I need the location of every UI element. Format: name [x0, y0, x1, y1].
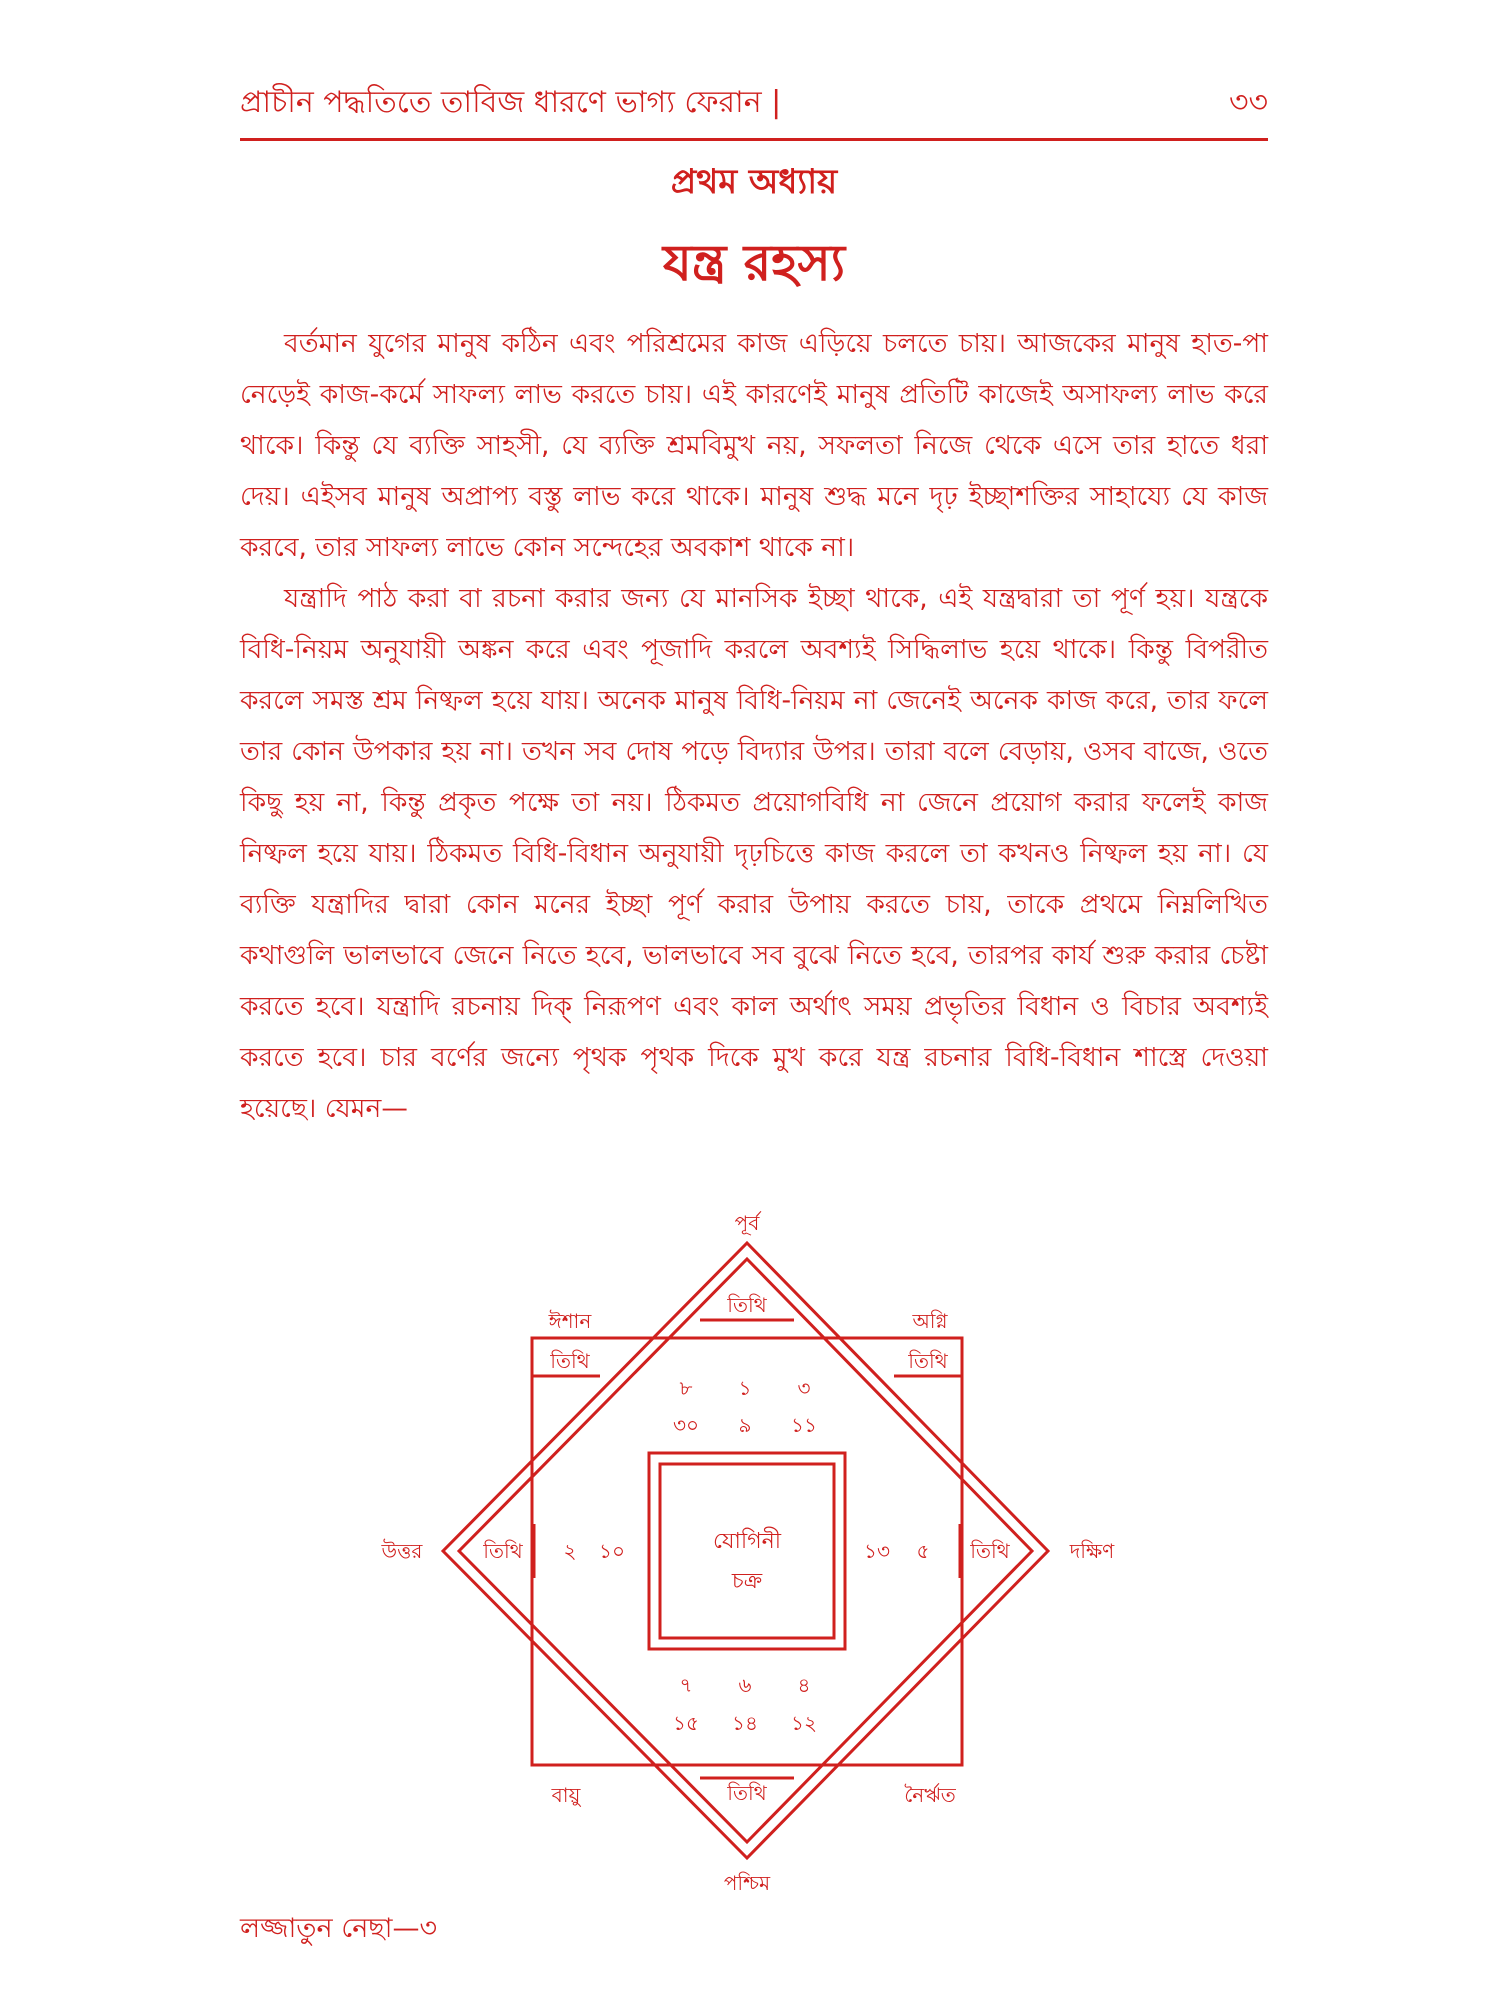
- num-bottom-1: ৭: [679, 1673, 693, 1697]
- paragraph-2: যন্ত্রাদি পাঠ করা বা রচনা করার জন্য যে মানসিক ইচ্ছা থাকে, এই যন্ত্রদ্বারা তা পূর্ণ হয়। যন্ত্রকে বিধি-নিয়ম অনুযায়ী অঙ্কন করে এবং পূজাদি করলে অবশ্যই সিদ্ধিলাভ হয়ে থাকে। কিন্তু বিপরীত করলে সমস্ত শ্রম নিষ্ফল হয়ে যায়। অনেক মানুষ বিধি-নিয়ম না জেনেই অনেক কাজ করে, তার ফলে তার কোন উপকার হয় না। তখন সব দোষ পড়ে বিদ্যার উপর। তারা বলে বেড়ায়, ওসব বাজে, ওতে কিছু হয় না, কিন্তু প্রকৃত পক্ষে তা নয়। ঠিকমত প্রয়োগবিধি না জেনে প্রয়োগ করার ফলেই কাজ নিষ্ফল হয়ে যায়। ঠিকমত বিধি-বিধান অনুযায়ী দৃঢ়চিত্তে কাজ করলে তা কখনও নিষ্ফল হয় না। যে ব্যক্তি যন্ত্রাদির দ্বারা কোন মনের ইচ্ছা পূর্ণ করার উপায় করতে চায়, তাকে প্রথমে নিম্নলিখিত কথাগুলি ভালভাবে জেনে নিতে হবে, ভালভাবে সব বুঝে নিতে হবে, তারপর কার্য শুরু করার চেষ্টা করতে হবে। যন্ত্রাদি রচনায় দিক্ নিরূপণ এবং কাল অর্থাৎ সময় প্রভৃতির বিধান ও বিচার অবশ্যই করতে হবে। চার বর্ণের জন্যে পৃথক পৃথক দিকে মুখ করে যন্ত্র রচনার বিধি-বিধান শাস্ত্রে দেওয়া হয়েছে। যেমন—: [240, 583, 1268, 1124]
- paragraph-1: বর্তমান যুগের মানুষ কঠিন এবং পরিশ্রমের কাজ এড়িয়ে চলতে চায়। আজকের মানুষ হাত-পা নেড়েই কাজ-কর্মে সাফল্য লাভ করতে চায়। এই কারণেই মানুষ প্রতিটি কাজেই অসাফল্য লাভ করে থাকে। কিন্তু যে ব্যক্তি সাহসী, যে ব্যক্তি শ্রমবিমুখ নয়, সফলতা নিজে থেকে এসে তার হাতে ধরা দেয়। এইসব মানুষ অপ্রাপ্য বস্তু লাভ করে থাকে। মানুষ শুদ্ধ মনে দৃঢ় ইচ্ছাশক্তির সাহায্যে যে কাজ করবে, তার সাফল্য লাভে কোন সন্দেহের অবকাশ থাকে না।: [240, 328, 1268, 563]
- page-number: ৩৩: [1228, 85, 1268, 120]
- num-top-1: ৮: [679, 1376, 693, 1400]
- direction-east: পূর্ব: [734, 1211, 760, 1235]
- section-title: যন্ত্র রহস্য: [662, 234, 846, 292]
- num-left-2: ১০: [599, 1539, 625, 1563]
- direction-north: উত্তর: [381, 1539, 423, 1563]
- tithi-left: তিথি: [483, 1539, 523, 1563]
- num-bottom-4: ১৫: [673, 1711, 699, 1735]
- direction-northwest: বায়ু: [551, 1783, 581, 1807]
- num-bottom-2: ৬: [738, 1673, 752, 1697]
- tithi-northeast: তিথি: [908, 1349, 948, 1373]
- num-right-1: ১৩: [864, 1539, 890, 1563]
- header-divider: [240, 138, 1268, 141]
- chapter-heading: প্রথম অধ্যায়: [670, 162, 838, 202]
- num-left-1: ২: [563, 1539, 577, 1563]
- direction-northeast: ঈশান: [548, 1309, 592, 1333]
- num-top-4: ৩০: [672, 1413, 700, 1437]
- running-header-title: প্রাচীন পদ্ধতিতে তাবিজ ধারণে ভাগ্য ফেরান |: [240, 85, 782, 120]
- num-top-6: ১১: [791, 1413, 817, 1437]
- footer-signature: লজ্জাতুন নেছা—৩: [240, 1913, 438, 1944]
- direction-south: দক্ষিণ: [1069, 1539, 1115, 1563]
- tithi-right: তিথি: [970, 1539, 1010, 1563]
- num-bottom-5: ১৪: [732, 1711, 758, 1735]
- body-text: [240, 318, 1268, 1134]
- num-top-5: ৯: [738, 1413, 752, 1437]
- direction-west: পশ্চিম: [723, 1871, 771, 1895]
- center-label-1: যোগিনী: [712, 1529, 782, 1554]
- num-bottom-3: ৪: [797, 1673, 811, 1697]
- num-right-2: ৫: [916, 1539, 930, 1563]
- num-bottom-6: ১২: [791, 1711, 817, 1735]
- tithi-top: তিথি: [727, 1293, 767, 1317]
- yogini-chakra-diagram: [380, 1208, 1140, 1898]
- direction-southwest: নৈর্ঋত: [904, 1783, 956, 1807]
- num-top-2: ১: [738, 1376, 752, 1400]
- tithi-bottom: তিথি: [727, 1781, 767, 1805]
- center-label-2: চক্র: [731, 1569, 763, 1594]
- num-top-3: ৩: [797, 1376, 811, 1400]
- tithi-northwest: তিথি: [550, 1349, 590, 1373]
- direction-southeast: অগ্নি: [912, 1309, 948, 1333]
